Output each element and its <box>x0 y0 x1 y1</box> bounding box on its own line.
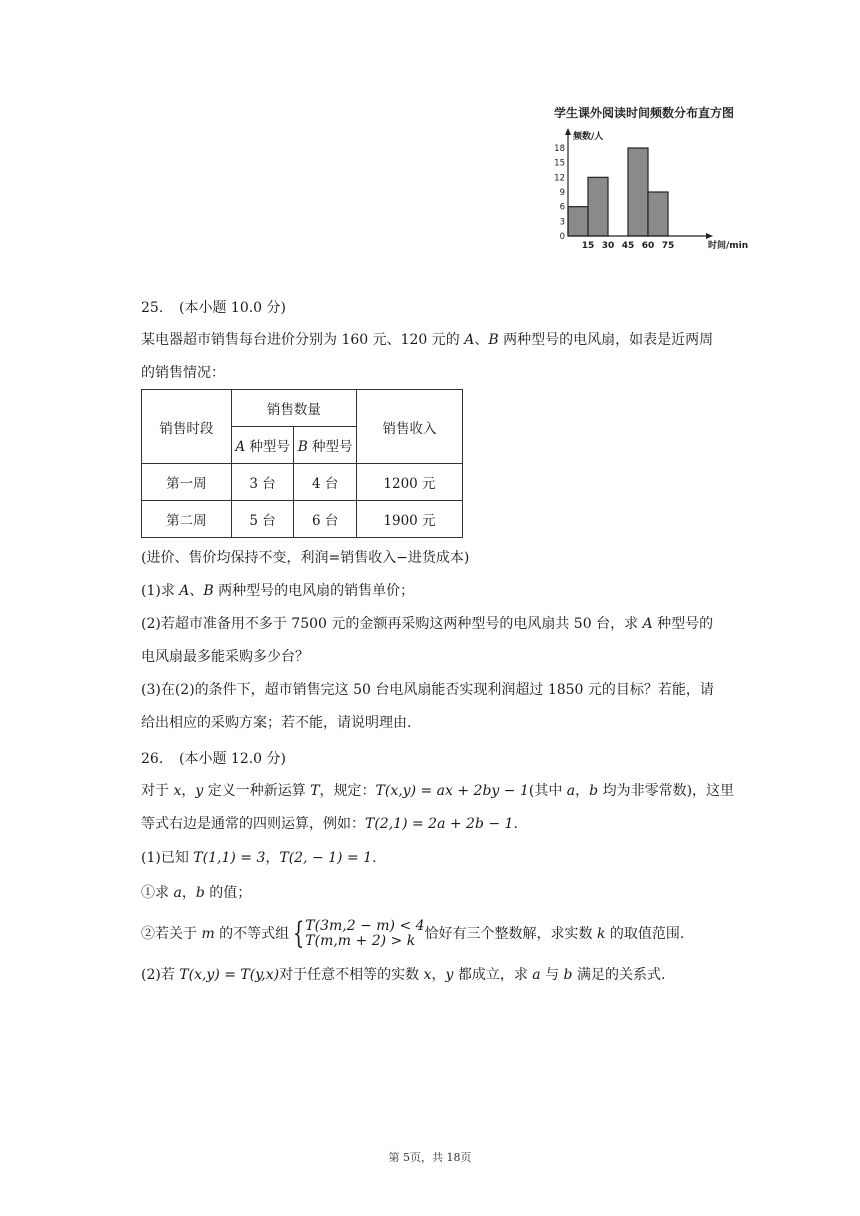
cell-b: 4 台 <box>294 464 357 501</box>
q25-note: (进价、售价均保持不变，利润=销售收入−进货成本) <box>141 550 470 566</box>
histogram-figure <box>528 104 760 260</box>
q26-header <box>141 748 286 768</box>
q26-part1: (1)已知 T(1,1) = 3，T(2, − 1) = 1. <box>141 850 377 866</box>
q25-intro-line2: 的销售情况： <box>141 365 225 381</box>
header-type-a: A 种型号 <box>231 427 294 464</box>
y-tick-label: 0 <box>559 232 565 242</box>
histogram-bar <box>628 148 648 236</box>
histogram-chart <box>528 122 760 258</box>
x-tick-label: 15 <box>581 241 595 251</box>
histogram-bar <box>568 207 588 236</box>
q25-part3-line2: 给出相应的采购方案；若不能，请说明理由. <box>141 715 412 731</box>
y-tick-label: 9 <box>559 188 565 198</box>
cell-a: 5 台 <box>231 501 294 538</box>
cell-period: 第一周 <box>142 464 232 501</box>
sales-table <box>141 389 463 538</box>
x-axis-label: 时间/min <box>708 241 749 251</box>
x-tick-label: 45 <box>621 241 635 251</box>
q26-points: (本小题 12.0 分) <box>179 751 286 767</box>
y-tick-label: 18 <box>554 144 565 154</box>
q26-sub2: ②若关于 m 的不等式组 {T(3m,2 − m) < 4 T(m,m + 2) > k 恰好有三个整数解，求实数 k 的取值范围. <box>141 916 685 951</box>
cell-a: 3 台 <box>231 464 294 501</box>
header-type-b: B 种型号 <box>294 427 357 464</box>
y-axis-label: 频数/人 <box>573 132 604 142</box>
q25-intro-line1: 某电器超市销售每台进价分别为 160 元、120 元的 A、B 两种型号的电风扇，如表是近两周 <box>141 332 714 348</box>
x-tick-label: 75 <box>661 241 675 251</box>
table-row <box>142 464 463 501</box>
q25-part2-line2: 电风扇最多能采购多少台？ <box>141 649 309 665</box>
y-tick-label: 12 <box>554 173 565 184</box>
cell-income: 1200 元 <box>356 464 462 501</box>
x-axis-arrow <box>706 233 713 239</box>
y-axis-arrow <box>565 128 571 135</box>
y-tick-label: 6 <box>559 202 565 213</box>
x-tick-label: 30 <box>601 241 615 251</box>
y-tick-label: 3 <box>559 217 565 228</box>
cell-income: 1900 元 <box>356 501 462 538</box>
q25-part1: (1)求 A、B 两种型号的电风扇的销售单价； <box>141 583 415 599</box>
q26-part2: (2)若 T(x,y) = T(y,x)对于任意不相等的实数 x，y 都成立，求 a 与 b 满足的关系式. <box>141 967 666 983</box>
q25-part3-line1: (3)在(2)的条件下，超市销售完这 50 台电风扇能否实现利润超过 1850 元的目标？若能，请 <box>141 682 714 698</box>
header-income: 销售收入 <box>356 390 462 464</box>
q25-part2-line1: (2)若超市准备用不多于 7500 元的金额再采购这两种型号的电风扇共 50 台，求 A 种型号的 <box>141 616 714 632</box>
header-period: 销售时段 <box>142 390 232 464</box>
q25-points: (本小题 10.0 分) <box>179 300 286 316</box>
q26-number: 26. <box>141 751 164 767</box>
histogram-bar <box>648 192 668 236</box>
page-footer: 第 5页，共 18页 <box>388 1151 472 1164</box>
inequality-system: T(3m,2 − m) < 4 T(m,m + 2) > k <box>305 918 425 949</box>
table-row <box>142 501 463 538</box>
q26-sub1: ①求 a，b 的值； <box>141 885 252 901</box>
cell-b: 6 台 <box>294 501 357 538</box>
q25-number: 25. <box>141 300 164 316</box>
cell-period: 第二周 <box>142 501 232 538</box>
y-tick-label: 15 <box>554 158 565 169</box>
q25-header <box>141 297 286 317</box>
x-tick-label: 60 <box>641 241 655 251</box>
histogram-bar <box>588 177 608 236</box>
header-quantity: 销售数量 <box>231 390 356 427</box>
brace-symbol: { <box>293 916 305 951</box>
q26-line1: 对于 x，y 定义一种新运算 T，规定：T(x,y) = ax + 2by − 1(其中 a，b 均为非零常数)，这里 <box>141 783 735 799</box>
q26-line2: 等式右边是通常的四则运算，例如：T(2,1) = 2a + 2b − 1. <box>141 816 518 832</box>
chart-title: 学生课外阅读时间频数分布直方图 <box>553 106 734 120</box>
